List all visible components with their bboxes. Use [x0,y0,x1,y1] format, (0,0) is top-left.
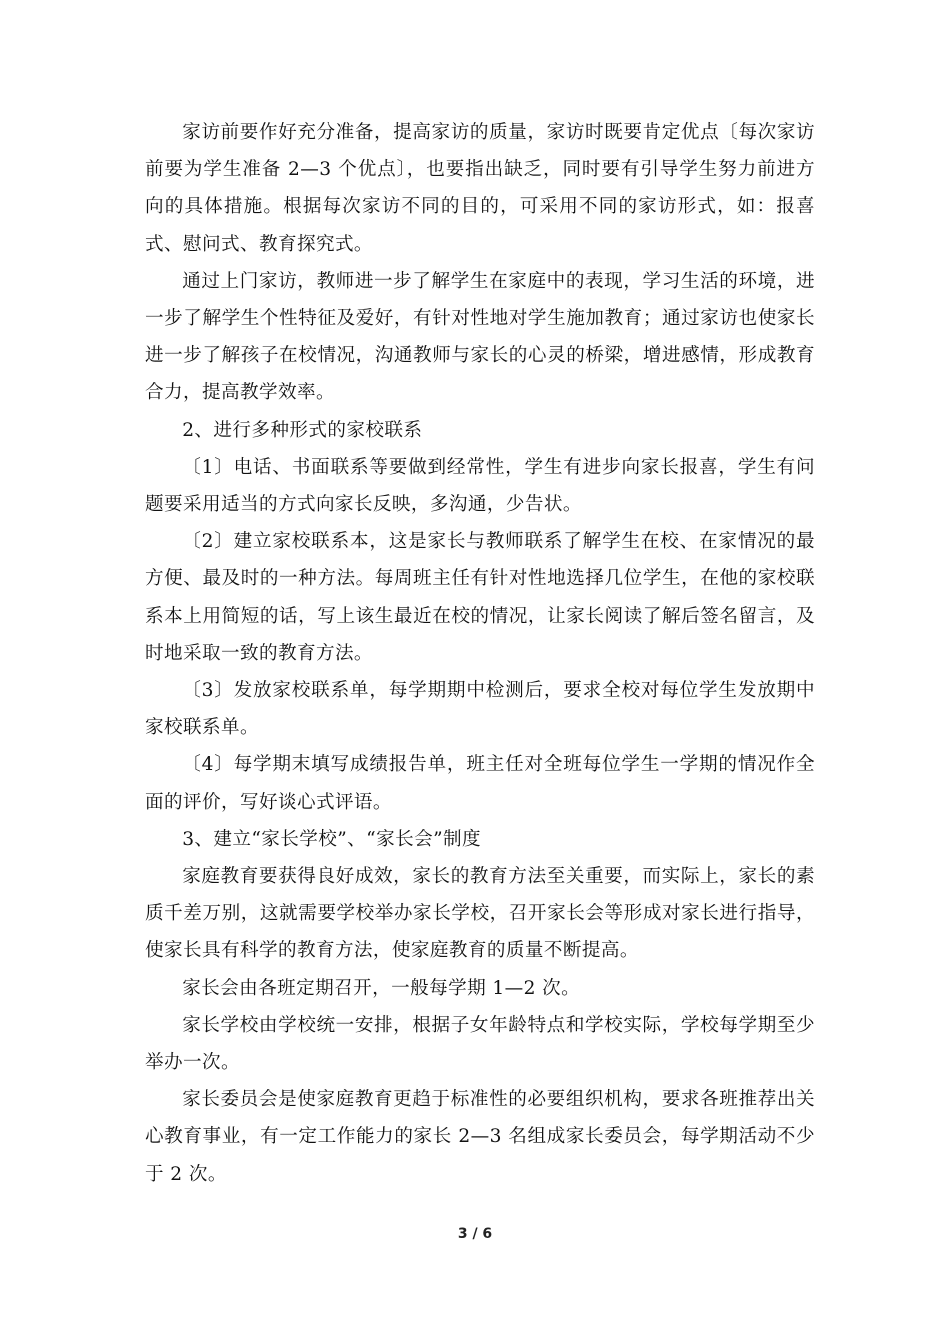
paragraph-item-2: 〔2〕建立家校联系本，这是家长与教师联系了解学生在校、在家情况的最方便、最及时的一种方法。每周班主任有针对性地选择几位学生，在他的家校联系本上用简短的话，写上该生最近在校的情况，让家长阅读了解后签名留言，及时地采取一致的教育方法。 [145,531,815,664]
paragraph-item-3: 〔3〕发放家校联系单，每学期期中检测后，要求全校对每位学生发放期中家校联系单。 [145,680,815,739]
paragraph-parent-meeting: 家长会由各班定期召开，一般每学期 1—2 次。 [182,977,581,999]
section-heading-parent-school: 3、建立“家长学校”、“家长会”制度 [182,828,481,850]
paragraph-parent-committee: 家长委员会是使家庭教育更趋于标准性的必要组织机构，要求各班推荐出关心教育事业，有一定工作能力的家长 2—3 名组成家长委员会，每学期活动不少于 2 次。 [145,1089,815,1185]
section-heading-contact-forms: 2、进行多种形式的家校联系 [182,419,423,441]
page-number: 3 / 6 [457,1226,493,1242]
paragraph-home-visit-preparation: 家访前要作好充分准备，提高家访的质量，家访时既要肯定优点〔每次家访前要为学生准备 2—3 个优点〕，也要指出缺乏，同时要有引导学生努力前进方向的具体措施。根据每次家访不同的目的，可采用不同的家访形式，如：报喜式、慰问式、教育探究式。 [145,122,815,255]
paragraph-home-visit-benefits: 通过上门家访，教师进一步了解学生在家庭中的表现，学习生活的环境，进一步了解学生个性特征及爱好，有针对性地对学生施加教育；通过家访也使家长进一步了解孩子在校情况，沟通教师与家长的心灵的桥梁，增进感情，形成教育合力，提高教学效率。 [145,270,815,404]
paragraph-parent-school: 家长学校由学校统一安排，根据子女年龄特点和学校实际，学校每学期至少举办一次。 [145,1014,815,1074]
paragraph-family-education: 家庭教育要获得良好成效，家长的教育方法至关重要，而实际上，家长的素质千差万别，这就需要学校举办家长学校，召开家长会等形成对家长进行指导，使家长具有科学的教育方法，使家庭教育的质量不断提高。 [145,866,815,962]
document-body [145,114,815,1193]
paragraph-item-1: 〔1〕电话、书面联系等要做到经常性，学生有进步向家长报喜，学生有问题要采用适当的方式向家长反映，多沟通，少告状。 [145,456,815,516]
paragraph-item-4: 〔4〕每学期末填写成绩报告单，班主任对全班每位学生一学期的情况作全面的评价，写好谈心式评语。 [145,754,815,813]
